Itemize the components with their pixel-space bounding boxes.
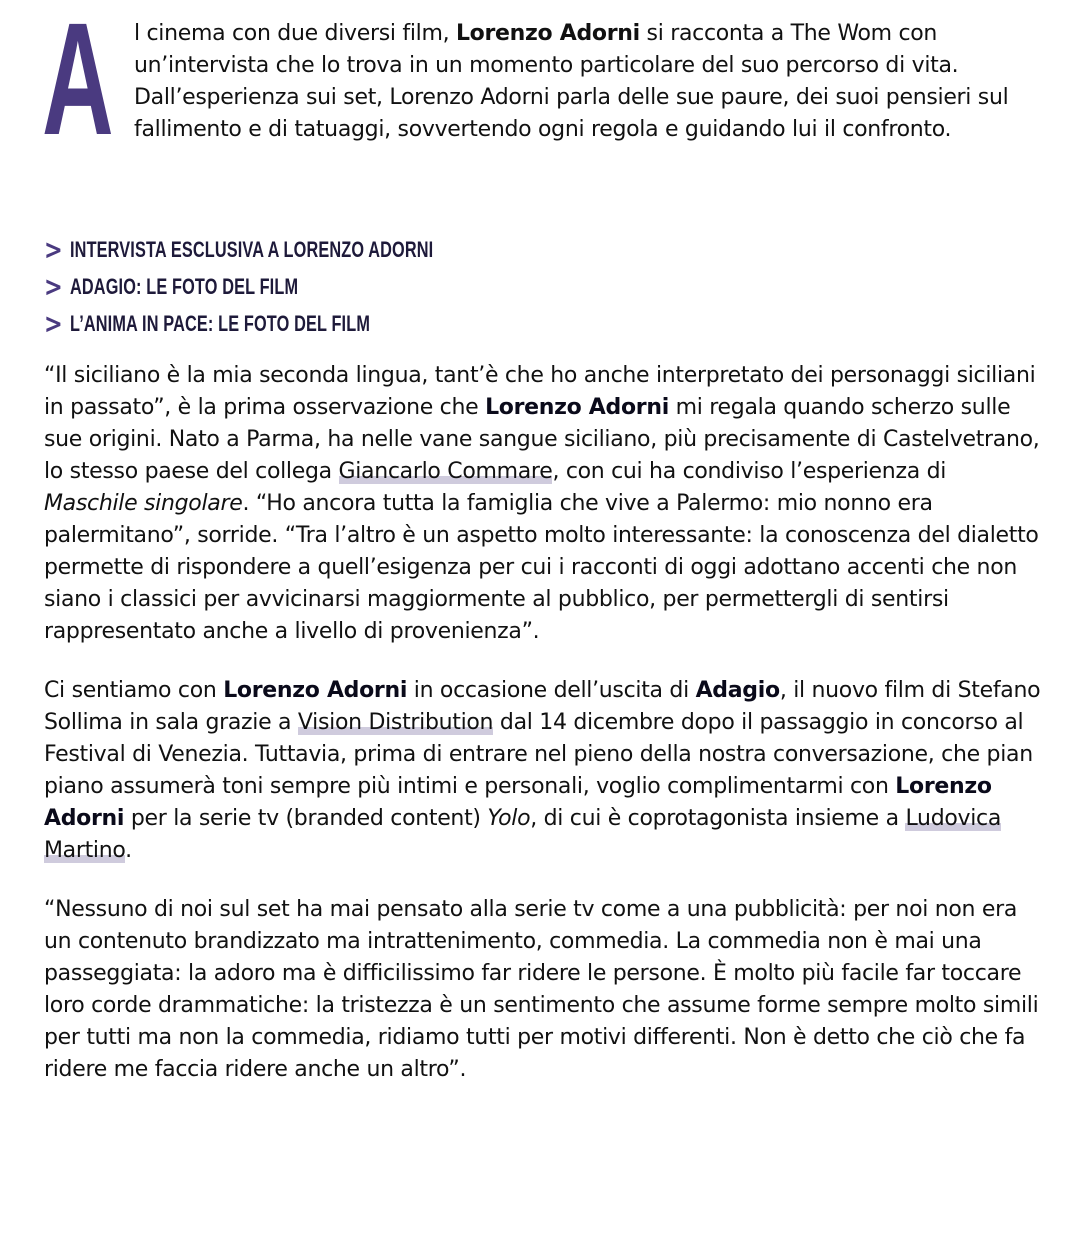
related-link-item xyxy=(44,231,1044,268)
text-span: , il nuovo film di Stefano Sollima in sala grazie a xyxy=(44,678,1041,735)
related-link-adagio-photos[interactable]: ADAGIO: LE FOTO DEL FILM xyxy=(70,273,299,299)
related-link-anima-photos[interactable]: L’ANIMA IN PACE: LE FOTO DEL FILM xyxy=(70,310,371,336)
drop-cap: A xyxy=(42,0,112,168)
related-links-list xyxy=(44,231,1044,342)
text-span: “Il siciliano è la mia seconda lingua, tant’è che ho anche interpretato dei personaggi siciliani in passato”, è la prima osservazione che xyxy=(44,363,1036,420)
chevron-right-icon: > xyxy=(44,269,63,303)
lead-text-1: l cinema con due diversi film, xyxy=(134,21,456,46)
lead-paragraph xyxy=(42,0,1044,168)
text-span: , di cui è coprotagonista insieme a xyxy=(530,806,906,831)
paragraph-quote: “Nessuno di noi sul set ha mai pensato alla serie tv come a una pubblicità: per noi non era un contenuto brandizzato ma intrattenimento, commedia. La commedia non è mai una passeggiata: la adoro ma è difficilissimo far ridere le persone. È molto più facile far toccare loro corde drammatiche: la tristezza è un sentimento che assume forme sempre molto simili per tutti ma non la commedia, ridiamo tutti per motivi differenti. Non è detto che ciò che fa ridere me faccia ridere anche un altro”. xyxy=(44,897,1039,1082)
bold-name: Lorenzo Adorni xyxy=(44,774,992,831)
text-span: dal 14 dicembre dopo il passaggio in concorso al Festival di Venezia. Tuttavia, prima di entrare nel pieno della nostra conversazione, che pian piano assumerà toni sempre più intimi e personali, voglio complimentarmi con xyxy=(44,710,1033,799)
bold-name: Lorenzo Adorni xyxy=(485,395,669,420)
text-span: mi regala quando scherzo sulle sue origini. Nato a Parma, ha nelle vane sangue siciliano, più precisamente di Castelvetrano, lo stesso paese del collega xyxy=(44,395,1040,484)
chevron-right-icon: > xyxy=(44,306,63,340)
link-giancarlo-commare[interactable]: Giancarlo Commare xyxy=(338,459,553,484)
bold-film-title: Adagio xyxy=(695,678,780,703)
related-link-item xyxy=(44,305,1044,342)
text-span: Ci sentiamo con xyxy=(44,678,224,703)
bold-name: Lorenzo Adorni xyxy=(223,678,408,703)
text-span: . “Ho ancora tutta la famiglia che vive a Palermo: mio nonno era palermitano”, sorride. “Tra l’altro è un aspetto molto interessante: la conoscenza del dialetto permette di rispondere a quell’esigenza per cui i racconti di oggi adottano accenti che non siano i classici per avvicinarsi maggiormente al pubblico, per permettergli di sentirsi rappresentato anche a livello di provenienza”. xyxy=(44,491,1039,644)
link-vision-distribution[interactable]: Vision Distribution xyxy=(297,710,494,735)
text-span: in occasione dell’uscita di xyxy=(407,678,696,703)
chevron-right-icon: > xyxy=(44,232,63,266)
text-span: per la serie tv (branded content) xyxy=(124,806,488,831)
text-span: . xyxy=(125,838,132,863)
lead-text-2: si racconta a The Wom con un’intervista che lo trova in un momento particolare del suo percorso di vita. Dall’esperienza sui set, Lorenzo Adorni parla delle sue paure, dei suoi pensieri sul fallimento e di tatuaggi, sovvertendo ogni regola e guidando lui il confronto. xyxy=(134,21,1009,142)
italic-title: Yolo xyxy=(487,806,531,831)
paragraph-sicilian xyxy=(44,360,1044,648)
paragraph-adagio xyxy=(44,675,1044,867)
related-link-item xyxy=(44,268,1044,305)
italic-title: Maschile singolare xyxy=(44,491,243,516)
lead-name: Lorenzo Adorni xyxy=(455,21,640,46)
article-body xyxy=(42,0,1044,1086)
text-span: , con cui ha condiviso l’esperienza di xyxy=(552,459,947,484)
link-ludovica-martino[interactable]: Ludovica Martino xyxy=(44,806,1002,863)
related-link-interview[interactable]: INTERVISTA ESCLUSIVA A LORENZO ADORNI xyxy=(70,236,434,262)
